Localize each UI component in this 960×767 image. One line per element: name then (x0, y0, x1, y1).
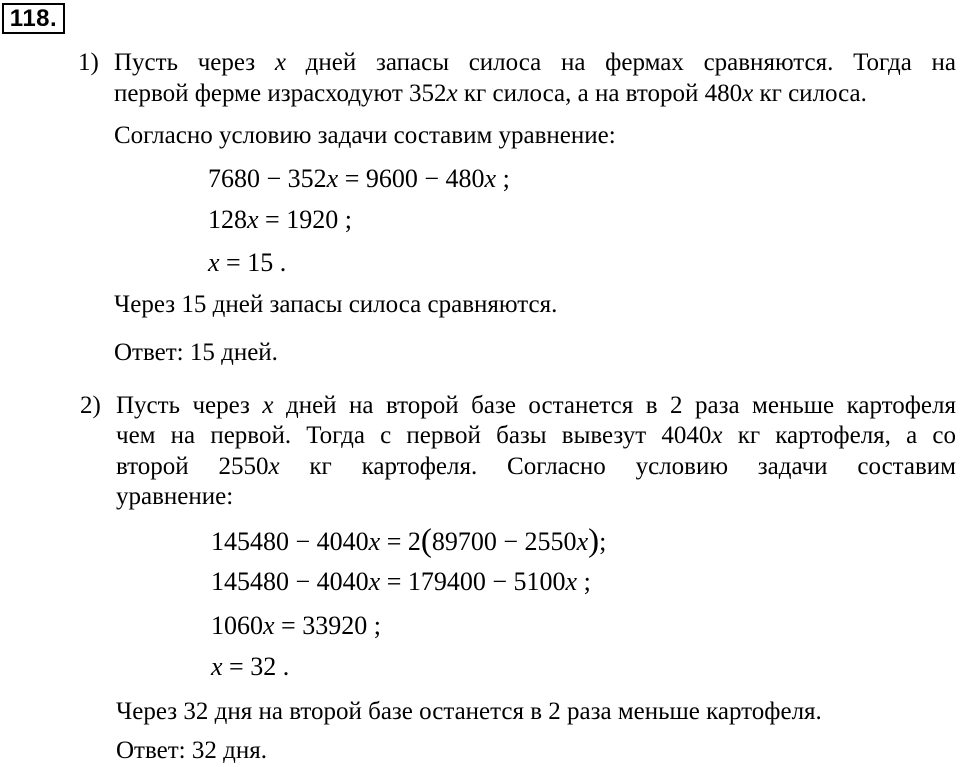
var-x: x (326, 164, 339, 193)
var-x: x (268, 453, 280, 480)
part2-equation-2 (211, 567, 591, 597)
eq-part: ; (599, 527, 607, 556)
eq-part: 145480 − 4040 (211, 527, 369, 556)
eq-part: 7680 − 352 (208, 164, 327, 193)
var-x: x (565, 567, 578, 596)
var-x: x (262, 392, 274, 419)
var-x: x (368, 567, 381, 596)
part1-equation-1 (208, 164, 510, 194)
part2-line3-pre: второй 2550 (116, 453, 269, 480)
part1-line2 (114, 79, 867, 109)
eq-part: = 2 (380, 527, 421, 556)
part1-line2-pre: первой ферме израсходуют 352 (114, 80, 447, 107)
part2-equation-4 (211, 652, 289, 682)
part1-answer: Ответ: 15 дней. (114, 339, 278, 366)
var-x: x (263, 611, 275, 640)
eq-part: 1060 (211, 611, 263, 640)
eq-part: = 32 . (222, 652, 290, 681)
part1-line2-post: кг силоса. (753, 80, 867, 107)
eq-part: = 33920 ; (274, 611, 381, 640)
var-x: x (446, 80, 458, 107)
var-x: x (274, 49, 286, 76)
eq-part: ; (496, 164, 510, 193)
part1-equation-3 (208, 248, 286, 278)
part1-label: 1) (78, 49, 99, 76)
part2-label: 2) (80, 392, 101, 419)
part2-line1 (116, 391, 956, 421)
part2-line2 (116, 421, 956, 451)
part2-line4: уравнение: (116, 483, 234, 510)
var-x: x (247, 205, 259, 234)
part2-equation-1 (211, 525, 606, 557)
problem-number-badge: 118. (2, 3, 65, 34)
part2-line2-post: кг картофеля, а со (722, 422, 956, 449)
var-x: x (368, 527, 381, 556)
part1-line1 (114, 48, 956, 78)
eq-part: = 15 . (219, 248, 287, 277)
eq-part: = 1920 ; (258, 205, 352, 234)
part2-line3 (116, 452, 956, 482)
eq-part: = 9600 − 480 (338, 164, 485, 193)
part2-conclusion: Через 32 дня на второй базе останется в 2 раза меньше картофеля. (116, 698, 822, 725)
part2-answer: Ответ: 32 дня. (116, 737, 267, 764)
var-x: x (211, 652, 223, 681)
part1-conclusion: Через 15 дней запасы силоса сравняются. (114, 291, 558, 318)
var-x: x (484, 164, 497, 193)
eq-part: 128 (208, 205, 247, 234)
eq-part: 145480 − 4040 (211, 567, 369, 596)
eq-part: ; (577, 567, 591, 596)
part2-line1-text: Пусть через x дней на второй базе останется в 2 раза меньше картофеля (116, 392, 956, 419)
var-x: x (208, 248, 220, 277)
var-x: x (576, 527, 589, 556)
part1-condition: Согласно условию задачи составим уравнение: (114, 122, 616, 149)
eq-part: 89700 − 2550 (431, 527, 577, 556)
var-x: x (742, 80, 754, 107)
part1-line1-text: Пусть через x дней запасы силоса на фермах сравняются. Тогда на (114, 49, 956, 76)
open-paren: ( (420, 523, 432, 559)
eq-part: = 179400 − 5100 (380, 567, 566, 596)
part1-equation-2 (208, 205, 352, 235)
part2-line3-post: кг картофеля. Согласно условию задачи составим (279, 453, 956, 480)
part2-line2-pre: чем на первой. Тогда с первой базы вывезут 4040 (116, 422, 712, 449)
close-paren: ) (588, 523, 600, 559)
part1-line2-mid: кг силоса, а на второй 480 (457, 80, 743, 107)
var-x: x (711, 422, 723, 449)
part2-equation-3 (211, 611, 381, 641)
